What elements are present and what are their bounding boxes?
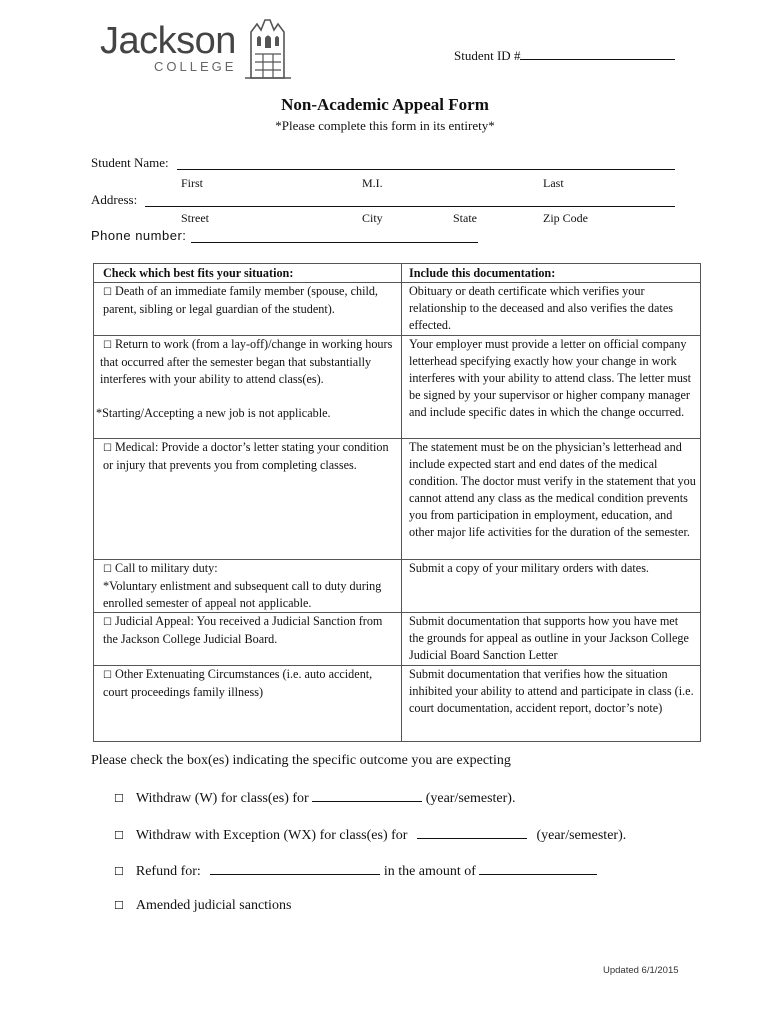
situation-cell-judicial xyxy=(94,613,402,666)
table-row xyxy=(94,336,701,439)
student-id-blank[interactable] xyxy=(520,47,675,60)
withdraw-wx-suffix: (year/semester). xyxy=(536,828,627,843)
phone-line[interactable] xyxy=(191,242,478,243)
appeal-situation-table xyxy=(93,263,701,742)
checkbox-judicial[interactable]: ☐ xyxy=(103,617,112,628)
refund-class-blank[interactable] xyxy=(210,862,380,875)
situation-cell-medical xyxy=(94,439,402,560)
outcome-refund xyxy=(114,862,597,880)
checkbox-withdraw-wx[interactable]: ☐ xyxy=(114,829,124,842)
logo-subtitle: COLLEGE xyxy=(154,59,237,74)
situation-cell-other xyxy=(94,666,402,742)
table-row xyxy=(94,560,701,613)
checkbox-military[interactable]: ☐ xyxy=(103,564,112,575)
withdraw-wx-label: Withdraw with Exception (WX) for class(es) for xyxy=(135,828,408,843)
documentation-cell-judicial: Submit documentation that supports how you have met the grounds for appeal as outline in your Jackson College Judicial Board Sanction Letter xyxy=(402,613,701,666)
documentation-cell-military: Submit a copy of your military orders with dates. xyxy=(402,560,701,613)
student-name-line[interactable] xyxy=(177,169,675,170)
street-sublabel: Street xyxy=(181,211,209,225)
form-title: Non-Academic Appeal Form xyxy=(281,95,489,114)
situation-text: Call to military duty: xyxy=(115,561,218,575)
outcome-withdraw-wx xyxy=(114,826,626,844)
student-name-label: Student Name: xyxy=(91,155,169,170)
withdraw-w-suffix: (year/semester). xyxy=(425,791,516,806)
address-label: Address: xyxy=(91,192,138,207)
situation-text: Death of an immediate family member (spouse, child, parent, sibling or legal guardian of the student). xyxy=(103,284,378,316)
state-sublabel: State xyxy=(453,211,477,225)
zip-code-sublabel: Zip Code xyxy=(543,211,588,225)
withdraw-w-blank[interactable] xyxy=(312,789,422,802)
first-name-sublabel: First xyxy=(181,176,204,190)
checkbox-other[interactable]: ☐ xyxy=(103,670,112,681)
table-header-row xyxy=(94,264,701,283)
checkbox-medical[interactable]: ☐ xyxy=(103,443,112,454)
documentation-cell-death: Obituary or death certificate which verifies your relationship to the deceased and also verifies the dates effected. xyxy=(402,283,701,336)
student-id-label: Student ID # xyxy=(454,48,521,63)
situation-text: Judicial Appeal: You received a Judicial Sanction from the Jackson College Judicial Board. xyxy=(103,614,383,646)
logo-wordmark: Jackson xyxy=(100,20,236,62)
last-name-sublabel: Last xyxy=(543,176,564,190)
situation-text: Return to work (from a lay-off)/change in working hours that occurred after the semester began that substantially interferes with your ability to attend class(es). xyxy=(100,337,393,386)
phone-label: Phone number: xyxy=(91,228,187,243)
situation-note: *Starting/Accepting a new job is not applicable. xyxy=(96,406,331,420)
updated-date: Updated 6/1/2015 xyxy=(603,965,679,976)
situation-note: *Voluntary enlistment and subsequent call to duty during enrolled semester of appeal not applicable. xyxy=(103,579,382,610)
documentation-cell-work: Your employer must provide a letter on official company letterhead specifying exactly how your change in work interferes with your ability to attend class. The letter must be signed by your supervisor or higher company manager and include specific dates in which the change occurred. xyxy=(402,336,701,439)
situation-cell-work xyxy=(94,336,402,439)
documentation-cell-other: Submit documentation that verifies how the situation inhibited your ability to attend and participate in class (i.e. court documentation, accident report, doctor’s note) xyxy=(402,666,701,742)
checkbox-refund[interactable]: ☐ xyxy=(114,865,124,878)
documentation-cell-medical: The statement must be on the physician’s letterhead and include expected start and end dates of the medical condition. The doctor must verify in the statement that you cannot attend any class as the medical condition prevents you from participation in employment, education, and other major life activities for the duration of the semester. xyxy=(402,439,701,560)
college-logo xyxy=(100,18,300,80)
checkbox-withdraw-w[interactable]: ☐ xyxy=(114,792,124,805)
table-row xyxy=(94,613,701,666)
situation-text: Other Extenuating Circumstances (i.e. auto accident, court proceedings family illness) xyxy=(103,667,373,699)
checkbox-amended[interactable]: ☐ xyxy=(114,899,124,912)
documentation-column-header: Include this documentation: xyxy=(402,264,701,283)
form-subtitle: *Please complete this form in its entirety* xyxy=(275,118,495,133)
middle-initial-sublabel: M.I. xyxy=(362,176,383,190)
withdraw-wx-blank[interactable] xyxy=(417,826,527,839)
address-line[interactable] xyxy=(145,206,675,207)
refund-label: Refund for: xyxy=(135,864,201,879)
city-sublabel: City xyxy=(362,211,383,225)
outcome-amended xyxy=(114,898,291,914)
situation-cell-death xyxy=(94,283,402,336)
situation-column-header: Check which best fits your situation: xyxy=(94,264,402,283)
situation-text: Medical: Provide a doctor’s letter stating your condition or injury that prevents you from completing classes. xyxy=(103,440,389,472)
withdraw-w-label: Withdraw (W) for class(es) for xyxy=(135,791,309,806)
table-row xyxy=(94,439,701,560)
table-row xyxy=(94,283,701,336)
table-row xyxy=(94,666,701,742)
checkbox-work[interactable]: ☐ xyxy=(103,340,112,351)
refund-amount-label: in the amount of xyxy=(383,864,476,879)
tower-emblem-icon xyxy=(243,18,293,80)
checkbox-death[interactable]: ☐ xyxy=(103,287,112,298)
amended-label: Amended judicial sanctions xyxy=(135,898,292,913)
situation-cell-military xyxy=(94,560,402,613)
outcome-intro: Please check the box(es) indicating the specific outcome you are expecting xyxy=(91,753,511,768)
refund-amount-blank[interactable] xyxy=(479,862,597,875)
student-id-field[interactable] xyxy=(454,47,675,64)
outcome-withdraw-w xyxy=(114,789,515,807)
